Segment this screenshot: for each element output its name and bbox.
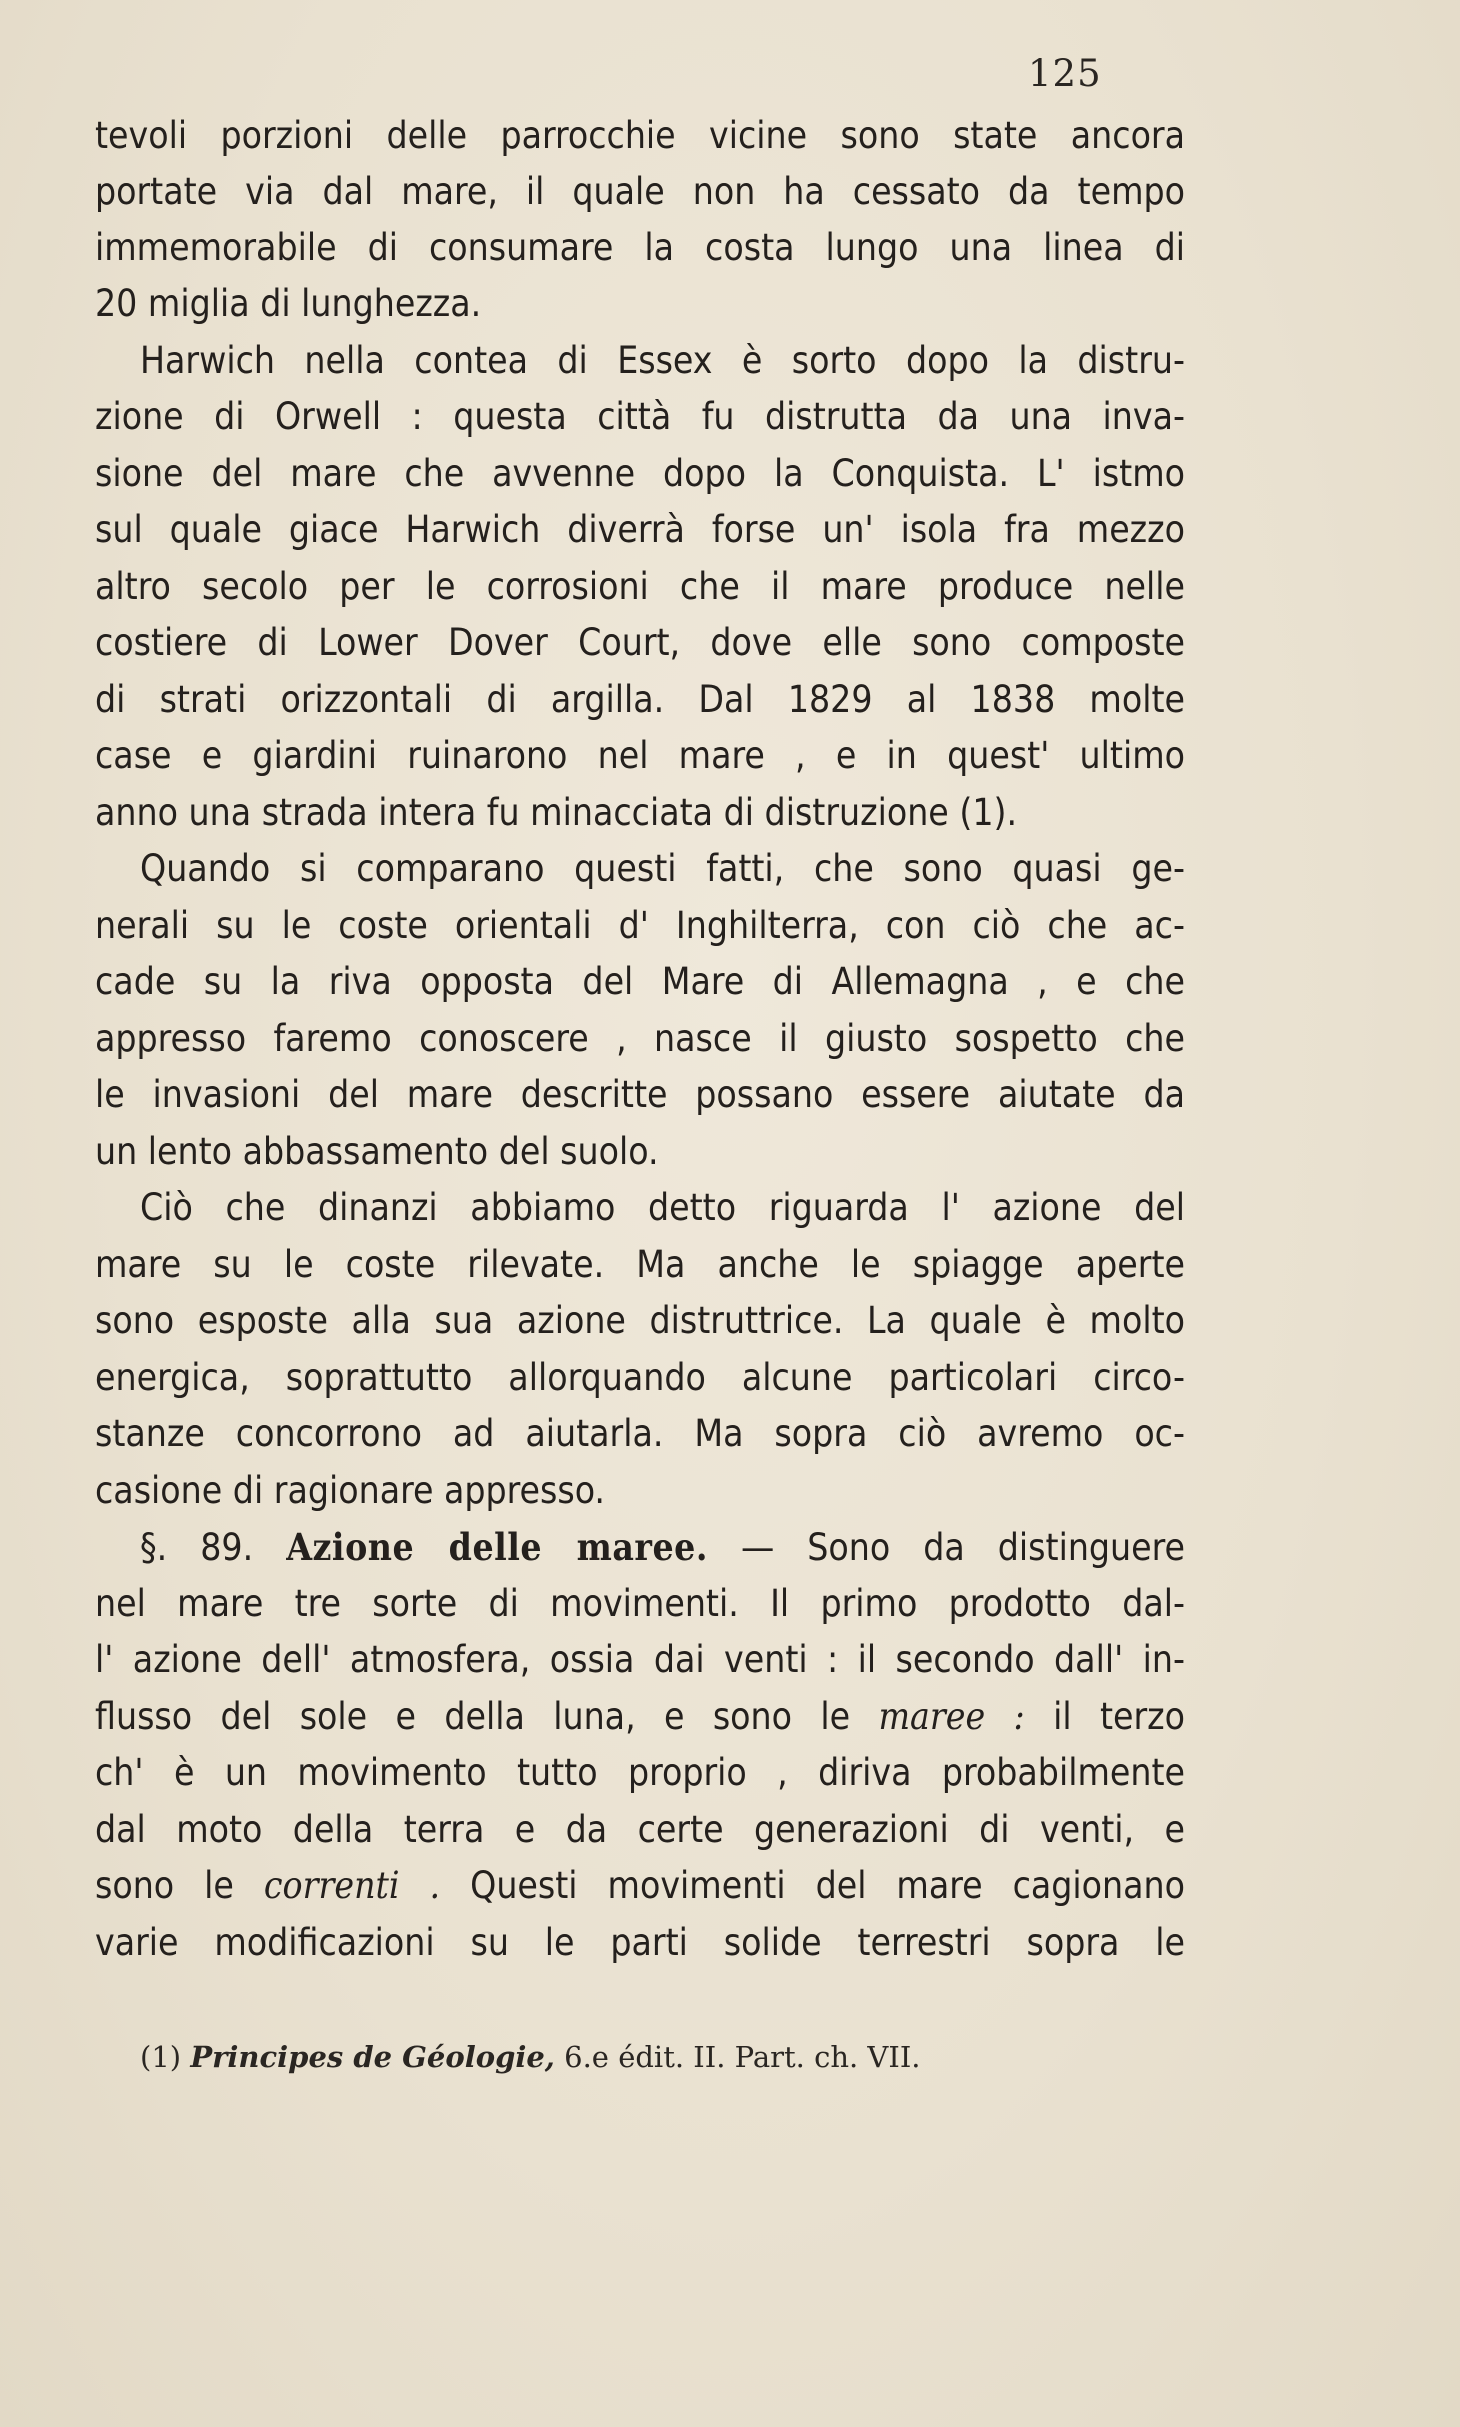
footnote-title: Principes de Géologie, xyxy=(190,2040,555,2074)
text-line: zione di Orwell : questa città fu distrutta da una inva- xyxy=(95,395,1185,438)
paragraph-first-line: Quando si comparano questi fatti, che sono quasi ge- xyxy=(140,847,1185,890)
text-line: ch' è un movimento tutto proprio , diriva probabilmente xyxy=(95,1751,1185,1794)
text-line: portate via dal mare, il quale non ha cessato da tempo xyxy=(95,170,1185,213)
text-line: sul quale giace Harwich diverrà forse un' isola fra mezzo xyxy=(95,508,1185,551)
footnote-mark: (1) xyxy=(140,2040,182,2074)
section-title: Azione delle maree. xyxy=(286,1525,708,1569)
text-line: tevoli porzioni delle parrocchie vicine sono state ancora xyxy=(95,114,1185,157)
section-intro: — Sono da distinguere xyxy=(740,1526,1185,1569)
section-heading-line xyxy=(140,1519,1185,1575)
text-line: nel mare tre sorte di movimenti. Il primo prodotto dal- xyxy=(95,1582,1185,1625)
text-line: nerali su le coste orientali d' Inghilterra, con ciò che ac- xyxy=(95,904,1185,947)
italic-term-maree: maree : xyxy=(878,1695,1025,1738)
text-segment: sono le xyxy=(95,1864,234,1907)
text-line: dal moto della terra e da certe generazioni di venti, e xyxy=(95,1808,1185,1851)
text-line: casione di ragionare appresso. xyxy=(95,1469,605,1512)
text-line: energica, soprattutto allorquando alcune particolari circo- xyxy=(95,1356,1185,1399)
text-line xyxy=(95,1689,1185,1745)
italic-term-correnti: correnti . xyxy=(263,1864,441,1907)
text-line: varie modificazioni su le parti solide terrestri sopra le xyxy=(95,1921,1185,1964)
text-line: 20 miglia di lunghezza. xyxy=(95,282,482,325)
text-line: sono esposte alla sua azione distruttrice. La quale è molto xyxy=(95,1299,1185,1342)
text-line xyxy=(95,1858,1185,1914)
text-line: case e giardini ruinarono nel mare , e in quest' ultimo xyxy=(95,734,1185,777)
text-line: costiere di Lower Dover Court, dove elle sono composte xyxy=(95,621,1185,664)
text-line: di strati orizzontali di argilla. Dal 1829 al 1838 molte xyxy=(95,678,1185,721)
text-line: le invasioni del mare descritte possano essere aiutate da xyxy=(95,1073,1185,1116)
text-line: l' azione dell' atmosfera, ossia dai venti : il secondo dall' in- xyxy=(95,1638,1185,1681)
text-line: altro secolo per le corrosioni che il mare produce nelle xyxy=(95,565,1185,608)
page-number: 125 xyxy=(1028,52,1102,95)
text-line: stanze concorrono ad aiutarla. Ma sopra ciò avremo oc- xyxy=(95,1412,1185,1455)
text-line: un lento abbassamento del suolo. xyxy=(95,1130,659,1173)
text-segment: il terzo xyxy=(1053,1695,1185,1738)
text-line: sione del mare che avvenne dopo la Conquista. L' istmo xyxy=(95,452,1185,495)
text-segment: Questi movimenti del mare cagionano xyxy=(470,1864,1185,1907)
text-line: mare su le coste rilevate. Ma anche le spiagge aperte xyxy=(95,1243,1185,1286)
text-line: immemorabile di consumare la costa lungo una linea di xyxy=(95,226,1185,269)
text-line: cade su la riva opposta del Mare di Allemagna , e che xyxy=(95,960,1185,1003)
paragraph-first-line: Ciò che dinanzi abbiamo detto riguarda l' azione del xyxy=(140,1186,1185,1229)
text-segment: flusso del sole e della luna, e sono le xyxy=(95,1695,851,1738)
footnote xyxy=(140,2040,921,2074)
paragraph-first-line: Harwich nella contea di Essex è sorto dopo la distru- xyxy=(140,339,1185,382)
text-line: appresso faremo conoscere , nasce il giusto sospetto che xyxy=(95,1017,1185,1060)
text-line: anno una strada intera fu minacciata di distruzione (1). xyxy=(95,791,1018,834)
footnote-details: 6.e édit. II. Part. ch. VII. xyxy=(564,2040,921,2074)
section-number: §. 89. xyxy=(140,1526,254,1569)
